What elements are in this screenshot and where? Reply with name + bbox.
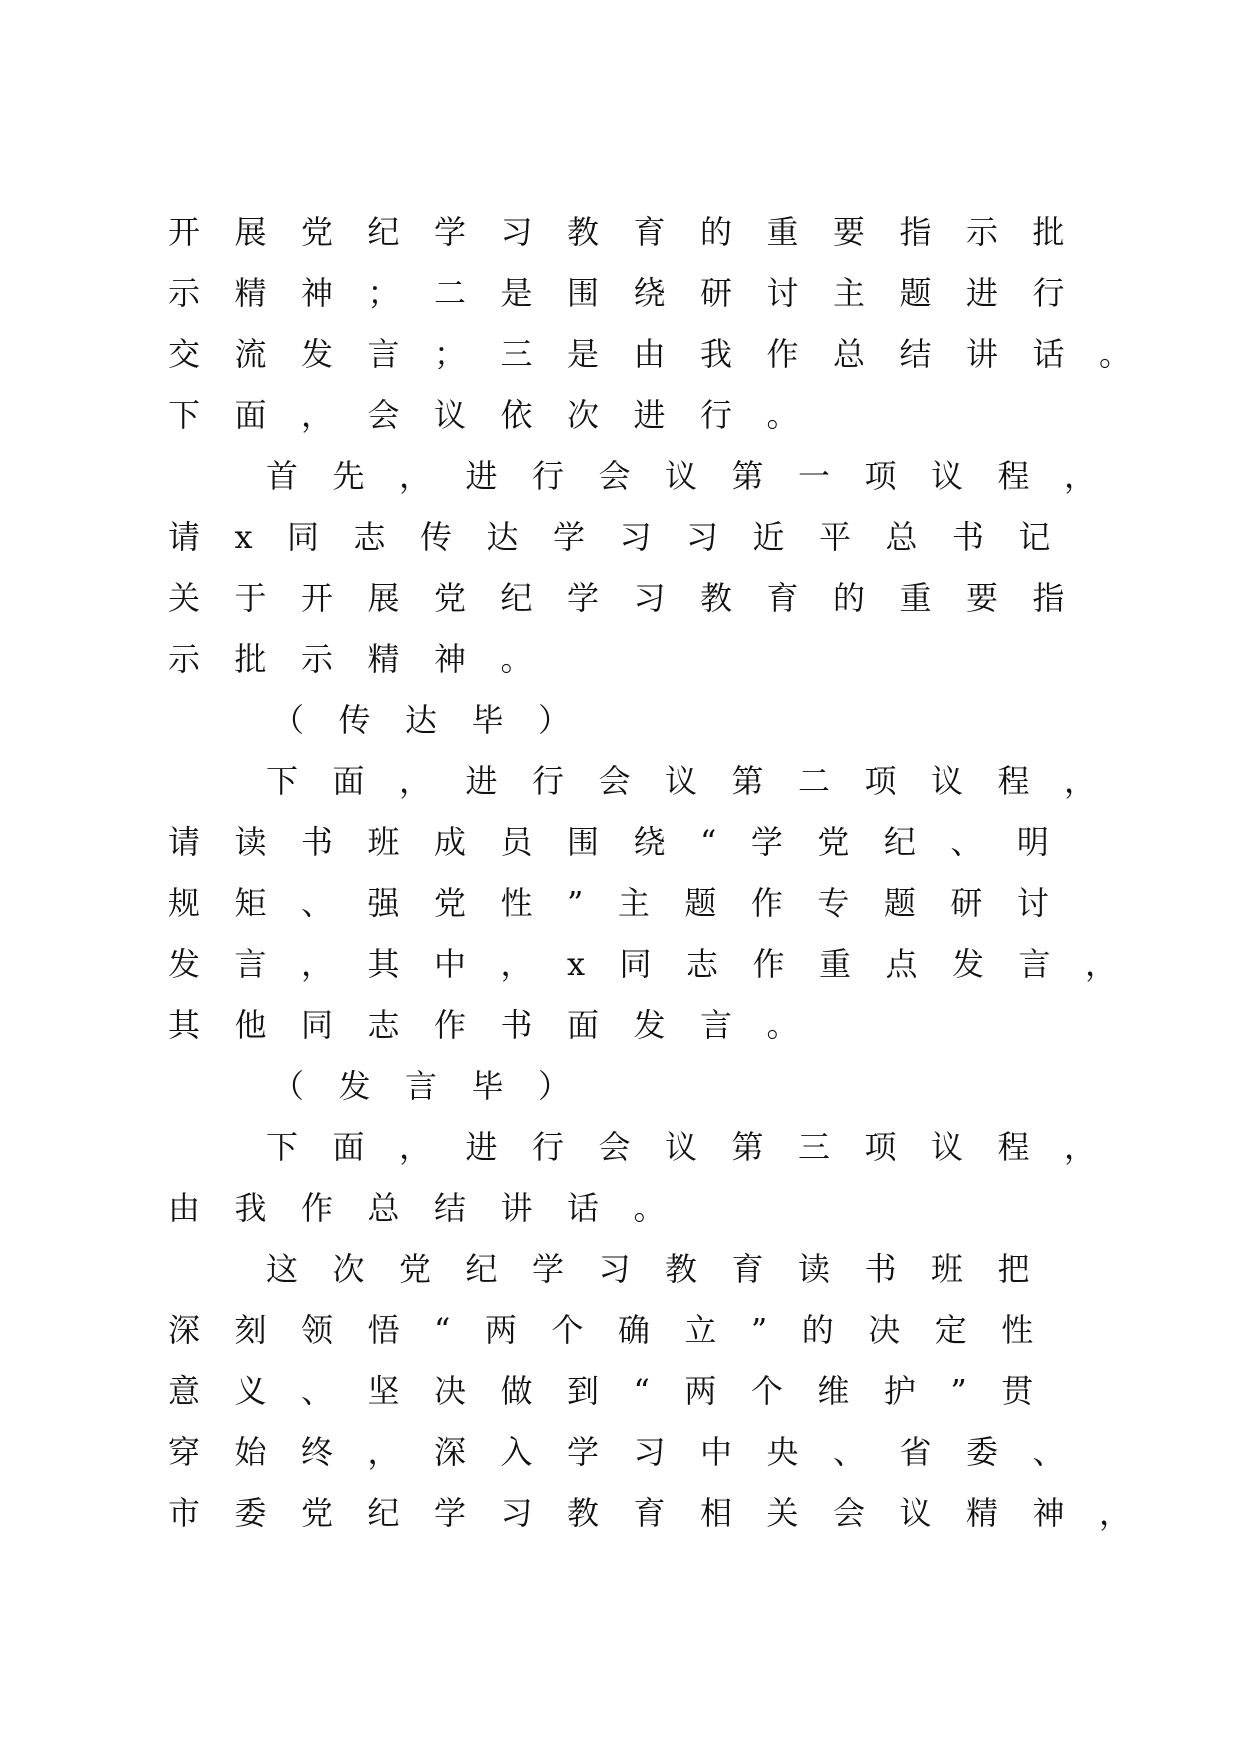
note-line: （发言毕） (272, 1067, 605, 1105)
text-line: 示精神；二是围绕研讨主题进行 (168, 274, 1100, 312)
paragraph-first-line: 首先，进行会议第一项议程， (266, 457, 1131, 495)
text-line: 交流发言；三是由我作总结讲话。 (168, 335, 1166, 373)
text-line: 发言，其中，x同志作重点发言， (168, 945, 1152, 983)
text-line: 其他同志作书面发言。 (168, 1006, 834, 1044)
paragraph-first-line: 下面，进行会议第三项议程， (266, 1128, 1131, 1166)
text-line: 市委党纪学习教育相关会议精神， (168, 1494, 1166, 1532)
text-line: 穿始终，深入学习中央、省委、 (168, 1433, 1100, 1471)
text-line: 规矩、强党性”主题作专题研讨 (168, 884, 1084, 922)
paragraph-first-line: 这次党纪学习教育读书班把 (266, 1250, 1065, 1288)
text-line: 深刻领悟“两个确立”的决定性 (168, 1311, 1068, 1349)
text-line: 示批示精神。 (168, 640, 568, 678)
text-line: 意义、坚决做到“两个维护”贯 (168, 1372, 1068, 1410)
text-line: 下面，会议依次进行。 (168, 396, 834, 434)
paragraph-first-line: 下面，进行会议第二项议程， (266, 762, 1131, 800)
text-line: 请读书班成员围绕“学党纪、明 (168, 823, 1084, 861)
text-line: 由我作总结讲话。 (168, 1189, 701, 1227)
text-line: 关于开展党纪学习教育的重要指 (168, 579, 1100, 617)
text-line: 开展党纪学习教育的重要指示批 (168, 213, 1100, 251)
text-line: 请x同志传达学习习近平总书记 (168, 518, 1086, 556)
note-line: （传达毕） (272, 701, 605, 739)
